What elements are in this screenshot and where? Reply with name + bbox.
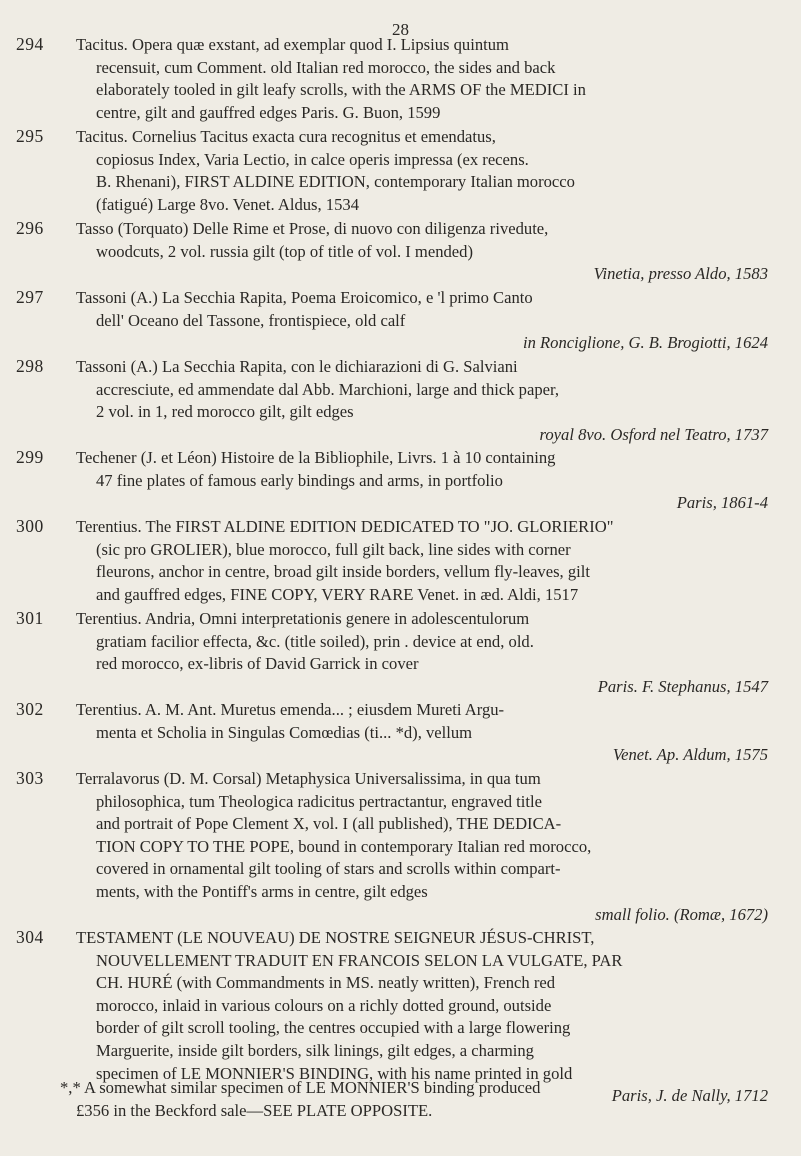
- lot-line: Tassoni (A.) La Secchia Rapita, Poema Eroicomico, e 'l primo Canto: [76, 288, 533, 307]
- lot-description: [76, 447, 776, 515]
- lot-number: 300: [16, 516, 44, 536]
- lot-number: 301: [16, 608, 44, 628]
- lot-line: woodcuts, 2 vol. russia gilt (top of title of vol. I mended): [96, 241, 473, 261]
- lot-number: 294: [16, 34, 44, 54]
- lot-line: copiosus Index, Varia Lectio, in calce operis impressa (ex recens.: [96, 149, 529, 169]
- lot-line: elaborately tooled in gilt leafy scrolls, with the ARMS OF the MEDICI in: [96, 80, 586, 100]
- lot-description: [76, 768, 776, 926]
- lot-number: 295: [16, 126, 44, 146]
- lot-line: TESTAMENT (LE NOUVEAU) DE NOSTRE SEIGNEUR JÉSUS-CHRIST,: [76, 928, 595, 947]
- lot-imprint: small folio. (Romæ, 1672): [595, 904, 768, 924]
- lot-imprint: Paris, J. de Nally, 1712: [611, 1086, 768, 1106]
- lot-line: and portrait of Pope Clement X, vol. I (all published), THE DEDICA-: [96, 814, 562, 834]
- lot-line: menta et Scholia in Singulas Comœdias (ti... *d), vellum: [96, 722, 473, 742]
- lot-number: 302: [16, 699, 44, 719]
- lot-line: Terralavorus (D. M. Corsal) Metaphysica Universalissima, in qua tum: [76, 769, 541, 788]
- lot-line: Marguerite, inside gilt borders, silk linings, gilt edges, a charming: [96, 1040, 534, 1060]
- lot-imprint: Paris, 1861-4: [676, 493, 768, 513]
- lot-line: red morocco, ex-libris of David Garrick in cover: [96, 654, 419, 674]
- lot-description: [76, 516, 776, 606]
- lot-line: (sic pro GROLIER), blue morocco, full gilt back, line sides with corner: [96, 539, 571, 559]
- lot-line: accresciute, ed ammendate dal Abb. Marchioni, large and thick paper,: [96, 379, 560, 399]
- lot-description: [76, 218, 776, 286]
- lot-description: [76, 126, 776, 216]
- lot-line: ments, with the Pontiff's arms in centre, gilt edges: [96, 881, 428, 901]
- lot-line: covered in ornamental gilt tooling of stars and scrolls within compart-: [96, 859, 561, 879]
- lot-description: [76, 699, 776, 767]
- lot-line: philosophica, tum Theologica radicitus pertractantur, engraved title: [96, 791, 542, 811]
- lot-line: fleurons, anchor in centre, broad gilt inside borders, vellum fly-leaves, gilt: [96, 562, 590, 582]
- page-number: 28: [392, 20, 409, 39]
- lot-line: 2 vol. in 1, red morocco gilt, gilt edges: [96, 402, 354, 422]
- footnote-line: *,* A somewhat similar specimen of LE MONNIER'S binding produced: [60, 1078, 541, 1097]
- lot-imprint: Vinetia, presso Aldo, 1583: [593, 264, 768, 284]
- lot-line: B. Rhenani), FIRST ALDINE EDITION, contemporary Italian morocco: [96, 172, 575, 192]
- lot-description: [76, 608, 776, 698]
- lot-line: TION COPY TO THE POPE, bound in contemporary Italian red morocco,: [96, 836, 592, 856]
- lot-line: (fatigué) Large 8vo. Venet. Aldus, 1534: [96, 194, 359, 214]
- lot-description: [76, 356, 776, 446]
- lot-line: Terentius. A. M. Ant. Muretus emenda... ; eiusdem Mureti Argu-: [76, 700, 505, 719]
- lot-line: NOUVELLEMENT TRADUIT EN FRANCOIS SELON LA VULGATE, PAR: [96, 950, 623, 970]
- lot-number: 304: [16, 927, 44, 947]
- lot-line: morocco, inlaid in various colours on a richly dotted ground, outside: [96, 995, 552, 1015]
- lot-imprint: Venet. Ap. Aldum, 1575: [612, 745, 768, 765]
- lot-line: CH. HURÉ (with Commandments in MS. neatly written), French red: [96, 973, 556, 993]
- lot-line: recensuit, cum Comment. old Italian red morocco, the sides and back: [96, 57, 556, 77]
- lot-line: Tacitus. Cornelius Tacitus exacta cura recognitus et emendatus,: [76, 127, 496, 146]
- footnote-line: £356 in the Beckford sale—SEE PLATE OPPOSITE.: [76, 1100, 433, 1120]
- lot-line: specimen of LE MONNIER'S BINDING, with his name printed in gold: [96, 1063, 573, 1083]
- lot-imprint: Paris. F. Stephanus, 1547: [597, 676, 768, 696]
- lot-line: Terentius. The FIRST ALDINE EDITION DEDICATED TO "JO. GLORIERIO": [76, 517, 614, 536]
- lot-imprint: royal 8vo. Osford nel Teatro, 1737: [539, 424, 768, 444]
- lot-number: 303: [16, 768, 44, 788]
- footnote: [60, 1077, 780, 1122]
- lot-line: Tacitus. Opera quæ exstant, ad exemplar quod I. Lipsius quintum: [76, 35, 509, 54]
- lot-line: Techener (J. et Léon) Histoire de la Bibliophile, Livrs. 1 à 10 containing: [76, 448, 556, 467]
- lot-number: 297: [16, 287, 44, 307]
- lot-line: Tasso (Torquato) Delle Rime et Prose, di nuovo con diligenza rivedute,: [76, 219, 549, 238]
- lot-line: border of gilt scroll tooling, the centres occupied with a large flowering: [96, 1018, 571, 1038]
- lot-line: gratiam facilior effecta, &c. (title soiled), prin . device at end, old.: [96, 631, 534, 651]
- lot-description: [76, 34, 776, 124]
- lot-line: 47 fine plates of famous early bindings and arms, in portfolio: [96, 470, 503, 490]
- lot-number: 298: [16, 356, 44, 376]
- lot-number: 296: [16, 218, 44, 238]
- lot-line: Tassoni (A.) La Secchia Rapita, con le dichiarazioni di G. Salviani: [76, 357, 518, 376]
- lot-number: 299: [16, 447, 44, 467]
- lot-line: centre, gilt and gauffred edges Paris. G. Buon, 1599: [96, 102, 441, 122]
- lot-imprint: in Ronciglione, G. B. Brogiotti, 1624: [522, 333, 768, 353]
- lot-line: Terentius. Andria, Omni interpretationis genere in adolescentulorum: [76, 609, 530, 628]
- lot-line: dell' Oceano del Tassone, frontispiece, old calf: [96, 310, 406, 330]
- lot-description: [76, 287, 776, 355]
- lot-line: and gauffred edges, FINE COPY, VERY RARE Venet. in æd. Aldi, 1517: [96, 584, 579, 604]
